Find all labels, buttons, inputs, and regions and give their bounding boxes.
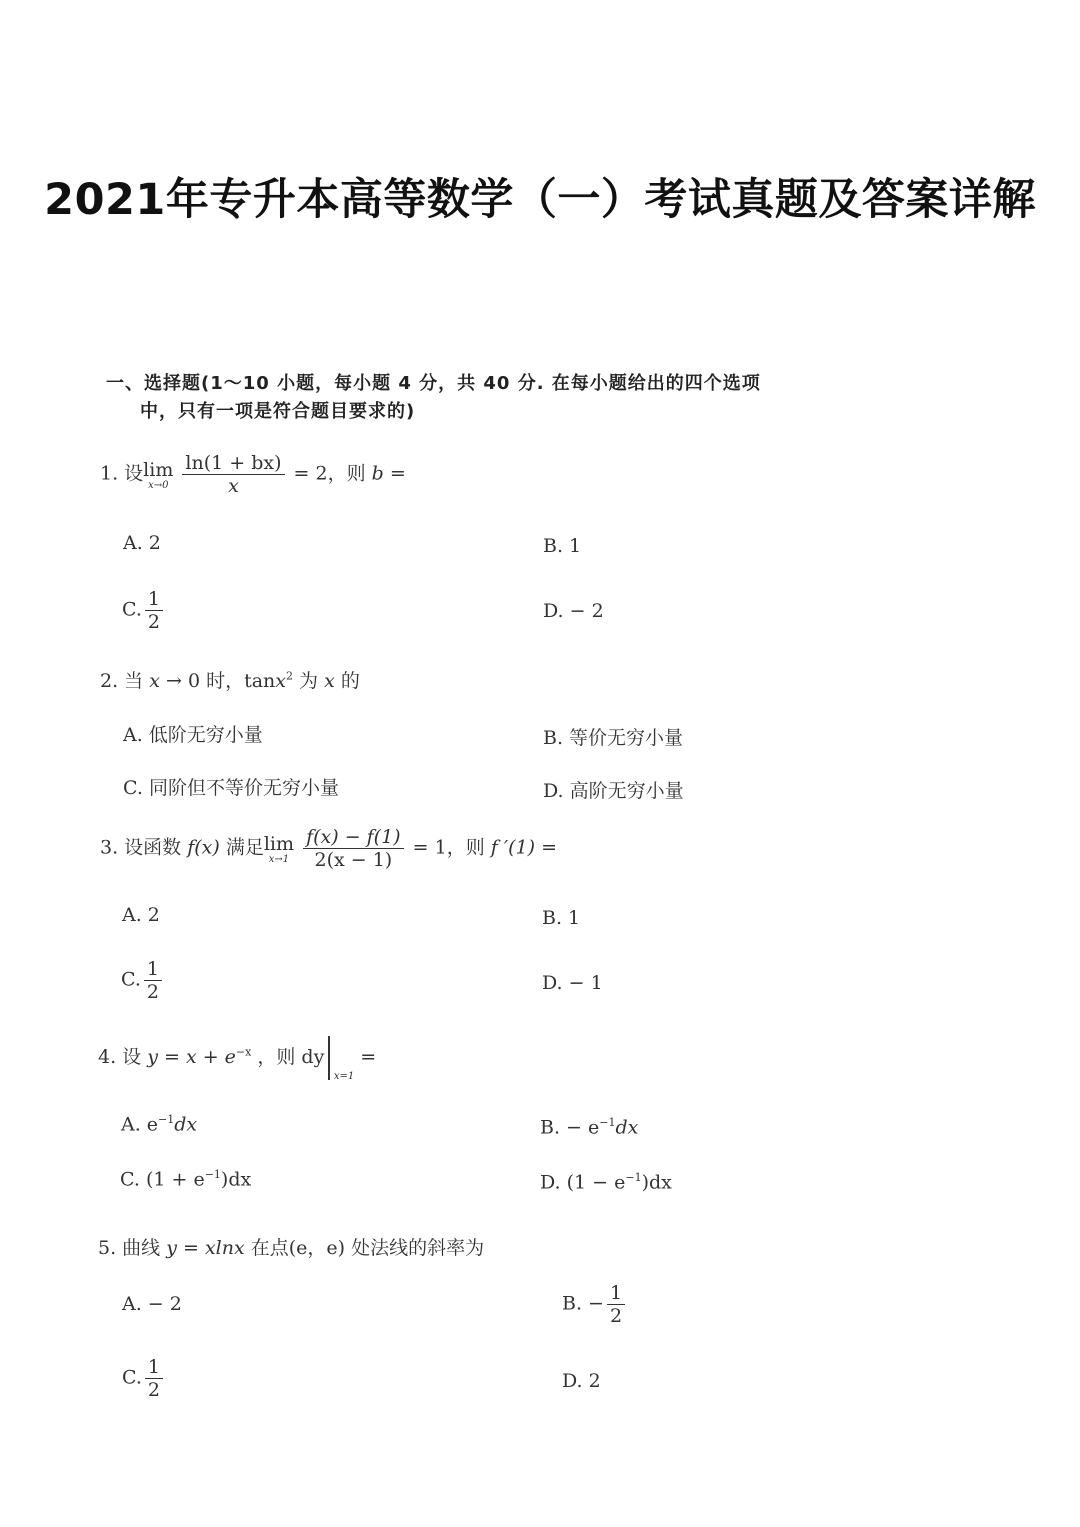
document-title: 2021年专升本高等数学（一）考试真题及答案详解 — [44, 175, 1036, 225]
q3-option-b[interactable]: B. 1 — [542, 907, 581, 929]
q4-option-d[interactable]: D. $(1 - e^{-1})dx$ — [540, 1171, 672, 1194]
q1-option-b[interactable]: B. 1 — [543, 535, 582, 557]
q5-option-b[interactable]: B. − $\frac{1}{2}$ — [562, 1282, 628, 1327]
evaluation-bar — [328, 1036, 330, 1080]
q3-option-d[interactable]: D. − 1 — [542, 972, 603, 994]
q1-option-c[interactable]: C. $\frac{1}{2}$ — [122, 588, 166, 633]
q2-option-c[interactable]: C. 同阶但不等价无穷小量 — [123, 777, 339, 799]
question-5: 5. 曲线 y = xlnx 在点(e，e) 处法线的斜率为 — [98, 1237, 485, 1259]
q4-option-a[interactable]: A. $e^{-1}dx$ — [121, 1113, 198, 1136]
question-2: 2. 当 x → 0 时，tanx$^2$ 为 x 的 — [100, 669, 360, 692]
question-3: 3. 设函数 f(x) 满足 lim x→1 $\frac{f(x) - f(1)}{2(x - 1)}$ = 1，则 f ′(1) = — [100, 826, 558, 871]
q3-option-a[interactable]: A. 2 — [122, 904, 160, 926]
q4-option-c[interactable]: C. $(1 + e^{-1})dx$ — [120, 1168, 252, 1191]
section-heading — [106, 370, 761, 426]
q2-option-a[interactable]: A. 低阶无穷小量 — [123, 724, 263, 746]
q2-option-d[interactable]: D. 高阶无穷小量 — [543, 780, 684, 802]
q1-prefix: 1. 设 — [100, 462, 144, 485]
section-heading-line1: 一、选择题(1～10 小题，每小题 4 分，共 40 分. 在每小题给出的四个选项 — [106, 373, 761, 394]
q3-limit: lim x→1 — [263, 832, 295, 865]
section-heading-line2: 中，只有一项是符合题目要求的) — [140, 401, 416, 422]
q3-option-c[interactable]: C. $\frac{1}{2}$ — [121, 958, 165, 1003]
q1-option-d[interactable]: D. − 2 — [543, 600, 604, 622]
q1-option-a[interactable]: A. 2 — [123, 532, 161, 554]
q5-option-a[interactable]: A. − 2 — [122, 1293, 182, 1315]
q1-fraction: $\frac{\ln(1 + bx)}{x}$ — [182, 452, 284, 497]
q1-limit: lim x→0 — [143, 458, 174, 491]
q3-fraction: $\frac{f(x) - f(1)}{2(x - 1)}$ — [303, 826, 404, 871]
question-4: 4. 设 $y = x + e^{-x}$ ，则 $dy_{x=1}$ = — [98, 1036, 376, 1080]
q2-option-b[interactable]: B. 等价无穷小量 — [543, 727, 684, 749]
q5-option-c[interactable]: C. $\frac{1}{2}$ — [122, 1356, 166, 1401]
q5-option-d[interactable]: D. 2 — [562, 1370, 601, 1392]
q4-option-b[interactable]: B. − $e^{-1}dx$ — [540, 1116, 639, 1139]
question-1: 1. 设 lim x→0 $\frac{\ln(1 + bx)}{x}$ = 2，则 b = — [100, 452, 406, 497]
